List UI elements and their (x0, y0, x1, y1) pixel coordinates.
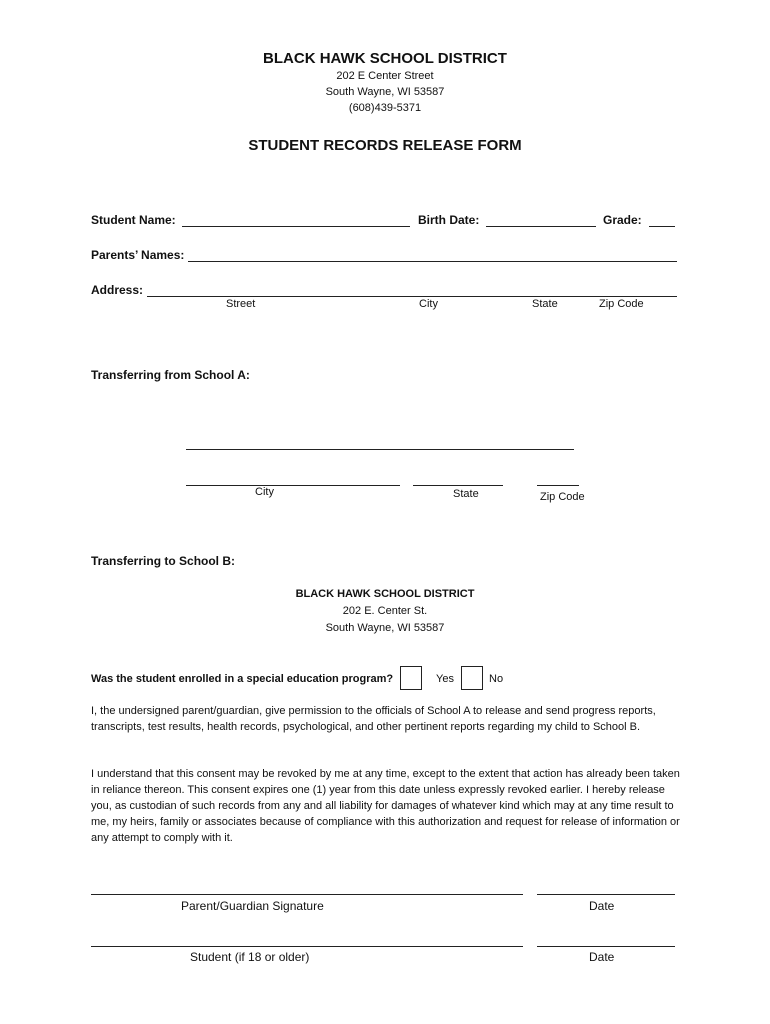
parent-signature-label: Parent/Guardian Signature (181, 899, 324, 913)
parents-names-label: Parents’ Names: (91, 248, 185, 262)
birth-date-field[interactable] (486, 212, 596, 227)
student-signature-label: Student (if 18 or older) (190, 950, 310, 964)
school-b-street: 202 E. Center St. (342, 605, 428, 617)
birth-date-label: Birth Date: (418, 213, 480, 227)
address-field[interactable] (147, 282, 677, 297)
consent-paragraph-2: I understand that this consent may be revoked by me at any time, except to the extent that action has already been taken in reliance thereon. This consent expires one (1) year from this date unless expressly revoked earlier. I hereby release you, as custodian of such records from any and all liability for damages of whatever kind which may at any time result to me, my heirs, family or associates because of compliance with this authorization and request for release of information or any attempt to comply with it. (91, 768, 680, 844)
address-street-sublabel: Street (226, 298, 256, 310)
grade-label: Grade: (603, 213, 642, 227)
special-ed-question: Was the student enrolled in a special education program? (91, 673, 394, 685)
school-b-city: South Wayne, WI 53587 (325, 622, 445, 634)
school-a-zip-sublabel: Zip Code (540, 491, 585, 503)
form-title: STUDENT RECORDS RELEASE FORM (248, 137, 522, 154)
parents-names-field[interactable] (188, 247, 677, 262)
district-phone: (608)439-5371 (348, 102, 422, 114)
school-a-city-sublabel: City (255, 486, 274, 498)
school-b-name: BLACK HAWK SCHOOL DISTRICT (295, 588, 475, 600)
student-signature-line[interactable] (91, 932, 523, 947)
student-date-label: Date (589, 950, 615, 964)
consent-paragraph-1: I, the undersigned parent/guardian, give permission to the officials of School A to release and send progress reports, transcripts, test results, health records, psychological, and other pertinent reports regarding my child to School B. (91, 705, 656, 733)
parent-date-line[interactable] (537, 880, 675, 895)
address-city-sublabel: City (419, 298, 438, 310)
district-title: BLACK HAWK SCHOOL DISTRICT (263, 50, 507, 67)
district-street: 202 E Center Street (336, 70, 434, 82)
special-ed-yes-checkbox[interactable] (400, 666, 422, 690)
school-b-heading: Transferring to School B: (91, 554, 236, 568)
school-a-heading: Transferring from School A: (91, 368, 250, 382)
special-ed-no-label: No (489, 673, 504, 685)
parent-date-label: Date (589, 899, 615, 913)
district-city: South Wayne, WI 53587 (325, 86, 445, 98)
address-zip-sublabel: Zip Code (599, 298, 644, 310)
parent-signature-line[interactable] (91, 880, 523, 895)
grade-field[interactable] (649, 212, 675, 227)
special-ed-no-checkbox[interactable] (461, 666, 483, 690)
student-date-line[interactable] (537, 932, 675, 947)
address-state-sublabel: State (532, 298, 558, 310)
school-a-name-field[interactable] (186, 435, 574, 450)
school-a-state-sublabel: State (453, 488, 479, 500)
school-a-city-field[interactable] (186, 471, 400, 486)
school-a-state-field[interactable] (413, 471, 503, 486)
address-label: Address: (91, 283, 144, 297)
special-ed-yes-label: Yes (436, 673, 454, 685)
school-a-zip-field[interactable] (537, 471, 579, 486)
student-name-label: Student Name: (91, 213, 176, 227)
student-name-field[interactable] (182, 212, 410, 227)
